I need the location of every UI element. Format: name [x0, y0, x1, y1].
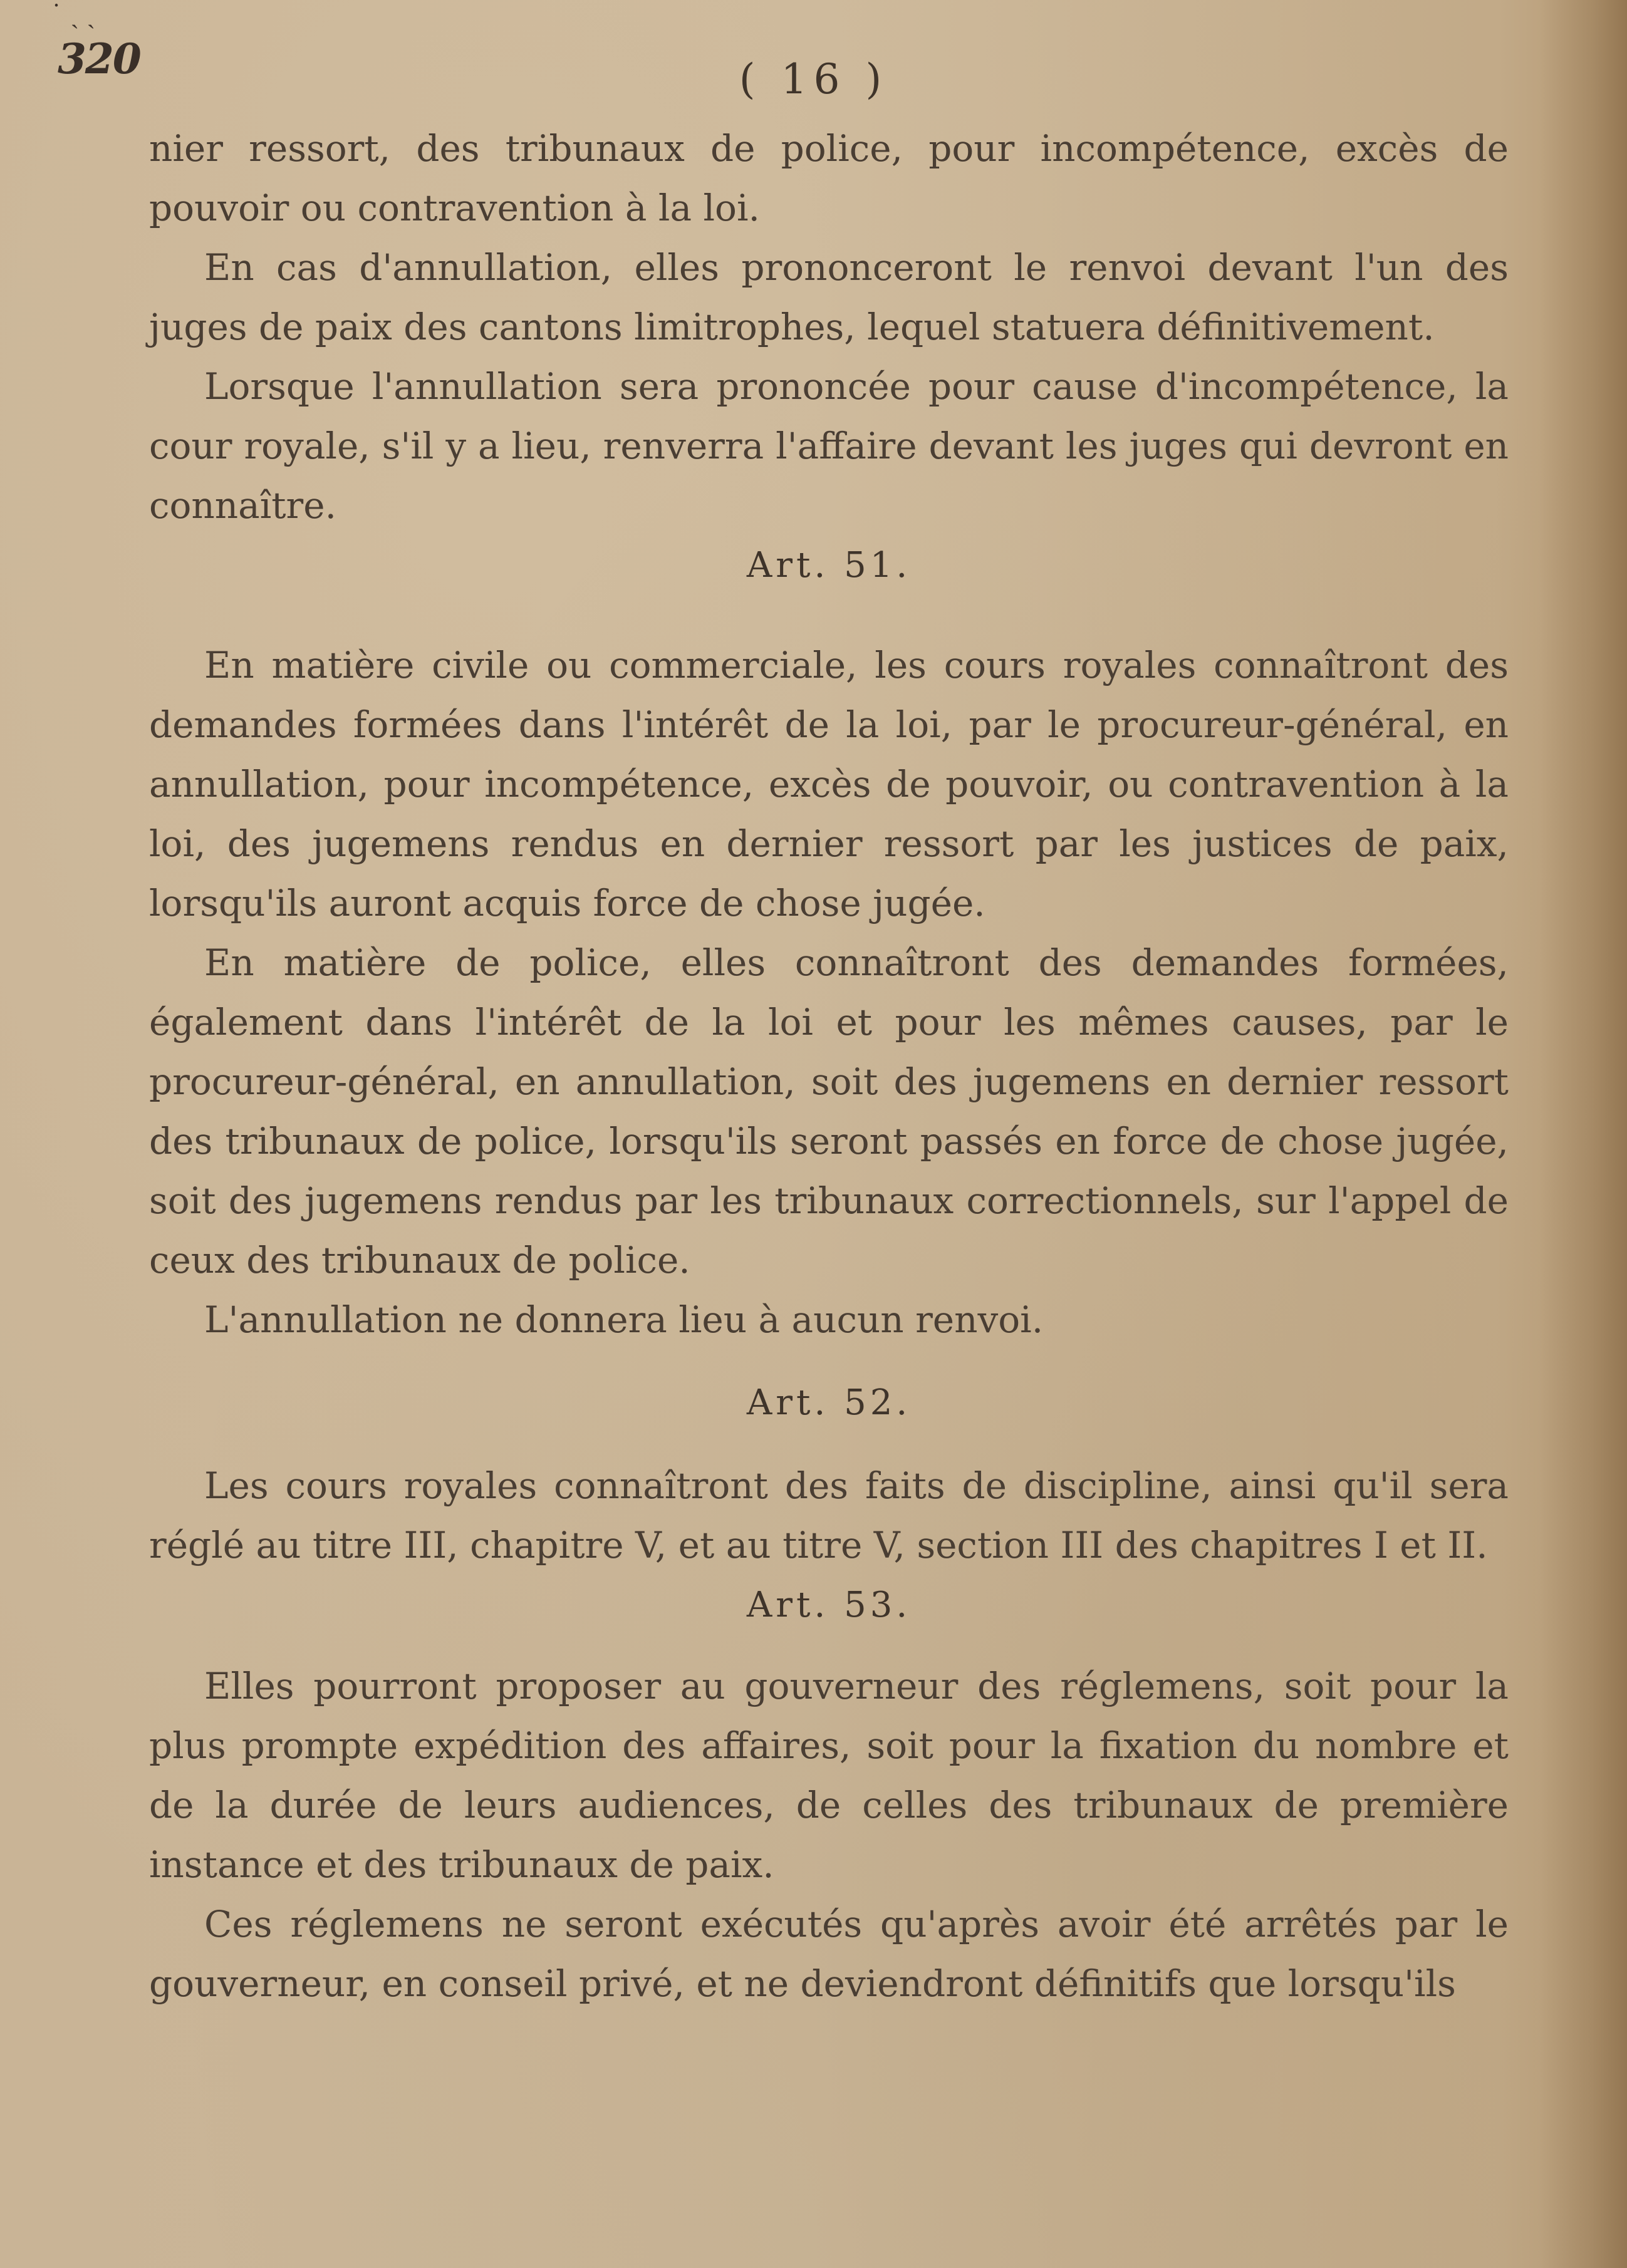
- corner-ink-marks: ˙ ˏ ˎ: [50, 1, 96, 29]
- article-heading-53: Art. 53.: [746, 1585, 912, 1625]
- paragraph: Lorsque l'annullation sera prononcée pour cause d'incompétence, la cour royale, s'il y a lieu, renverra l'affaire devant les juges qui devront en connaître.: [149, 365, 1509, 527]
- article-heading-52: Art. 52.: [746, 1382, 912, 1423]
- paragraph: L'annullation ne donnera lieu à aucun renvoi.: [204, 1298, 1044, 1341]
- article-heading-51: Art. 51.: [746, 545, 912, 586]
- handwritten-folio-number: 320: [58, 34, 140, 83]
- paragraph: En matière civile ou commerciale, les cours royales connaîtront des demandes formées dans l'intérêt de la loi, par le procureur-général, en annullation, pour incompétence, excès de pouvoir, ou contravention à la loi, des jugemens rendus en dernier ressort par les justices de paix, lorsqu'ils auront acquis force de chose jugée.: [149, 644, 1509, 924]
- paragraph: En matière de police, elles connaîtront des demandes formées, également dans l'intérêt de la loi et pour les mêmes causes, par le procureur-général, en annullation, soit des jugemens en dernier ressort des tribunaux de police, lorsqu'ils seront passés en force de chose jugée, soit des jugemens rendus par les tribunaux correctionnels, sur l'appel de ceux des tribunaux de police.: [149, 941, 1509, 1282]
- paragraph: Elles pourront proposer au gouverneur des réglemens, soit pour la plus prompte expédition des affaires, soit pour la fixation du nombre et de la durée de leurs audiences, de celles des tribunaux de première instance et des tribunaux de paix.: [149, 1665, 1509, 1886]
- paragraph: Les cours royales connaîtront des faits de discipline, ainsi qu'il sera réglé au titre III, chapitre V, et au titre V, section III des chapitres I et II.: [149, 1464, 1509, 1566]
- page-number: ( 16 ): [739, 55, 888, 103]
- paragraph: En cas d'annullation, elles prononceront le renvoi devant l'un des juges de paix des cantons limitrophes, lequel statuera définitivement.: [149, 246, 1509, 348]
- paragraph: Ces réglemens ne seront exécutés qu'après avoir été arrêtés par le gouverneur, en conseil privé, et ne deviendront définitifs que lorsqu'ils: [149, 1903, 1509, 2005]
- paragraph: nier ressort, des tribunaux de police, pour incompétence, excès de pouvoir ou contravention à la loi.: [149, 127, 1509, 229]
- body-text: [149, 119, 1509, 2014]
- page-edge-shadow: [1539, 0, 1627, 2268]
